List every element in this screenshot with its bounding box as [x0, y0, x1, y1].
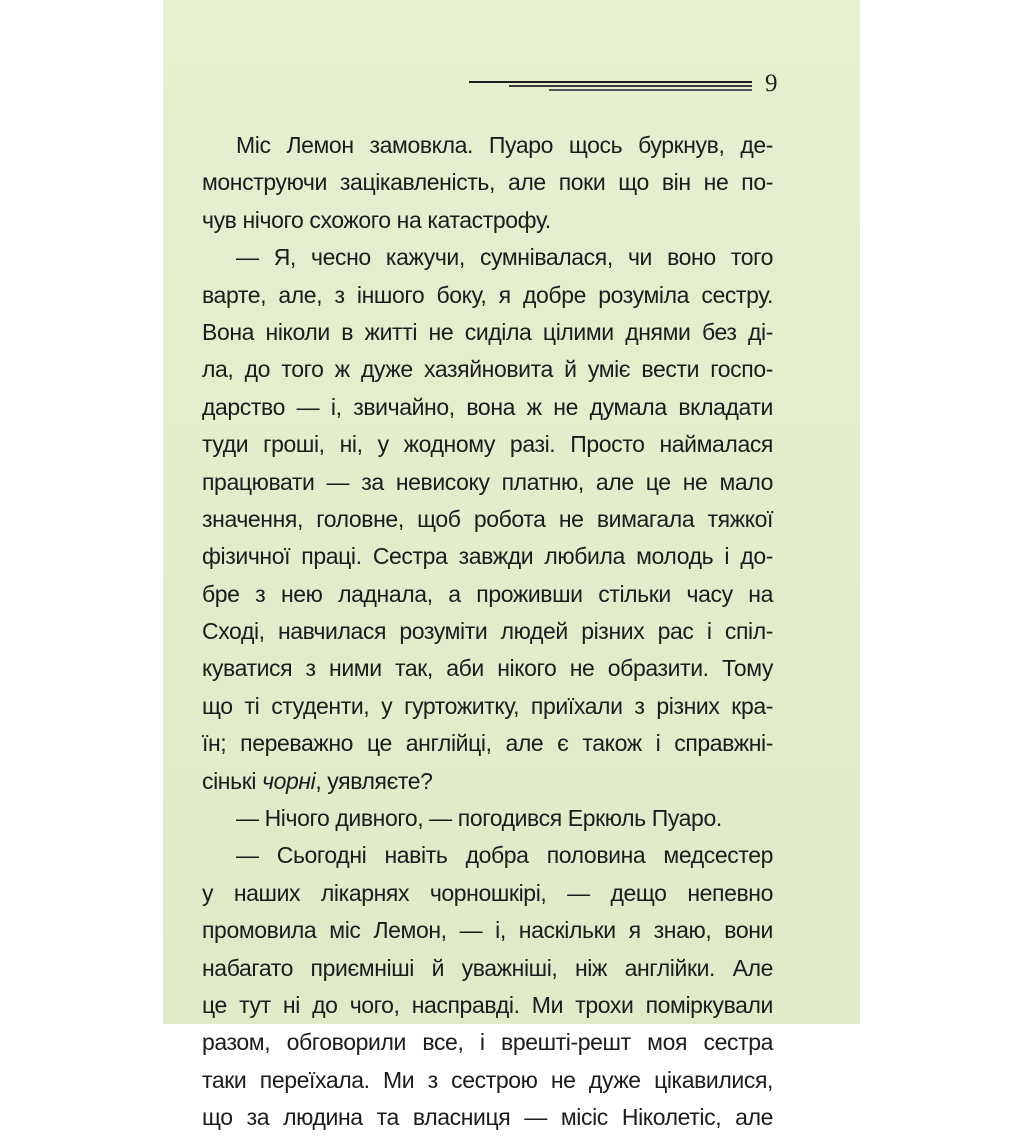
text-line: промовила міс Лемон, — і, наскільки я знаю, вони: [202, 917, 773, 944]
text-line: — Нічого дивного, — погодився Еркюль Пуаро.: [236, 805, 722, 832]
text-line: варте, але, з іншого боку, я добре розуміла сестру.: [202, 281, 773, 308]
text-line: ла, до того ж дуже хазяйновита й уміє вести госпо-: [202, 356, 773, 383]
text-line: Вона ніколи в житті не сиділа цілими днями без ді-: [202, 318, 773, 345]
header-rule-middle: [509, 85, 752, 87]
body-text: [202, 127, 773, 1137]
text-line: — Сьогодні навіть добра половина медсестер: [236, 842, 773, 869]
text-line: бре з нею ладнала, а проживши стільки часу на: [202, 580, 773, 607]
text-line: Сході, навчилася розуміти людей різних рас і спіл-: [202, 618, 773, 645]
text-line: їн; переважно це англійці, але є також і справжні-: [202, 730, 773, 757]
text-line: разом, обговорили все, і врешті-решт моя сестра: [202, 1029, 773, 1056]
text-line: працювати — за невисоку платню, але це не мало: [202, 468, 773, 495]
text-line: набагато приємніші й уважніші, ніж англійки. Але: [202, 954, 773, 981]
text-line: [202, 763, 773, 800]
text-line: монструючи зацікавленість, але поки що він не по-: [202, 169, 773, 196]
text-line: що за людина та власниця — місіс Ніколетіс, але: [202, 1104, 773, 1131]
text-line: це тут ні до чого, насправді. Ми трохи поміркували: [202, 991, 773, 1018]
header-rule-top: [469, 81, 752, 83]
text-line: куватися з ними так, аби нікого не образити. Тому: [202, 655, 773, 682]
text-line: фізичної праці. Сестра завжди любила молодь і до-: [202, 543, 773, 570]
text-line: таки переїхала. Ми з сестрою не дуже цікавилися,: [202, 1066, 773, 1093]
text-line: Міс Лемон замовкла. Пуаро щось буркнув, де-: [236, 132, 773, 158]
text-line: значення, головне, щоб робота не вимагала тяжкої: [202, 505, 773, 532]
text-line: дарство — і, звичайно, вона ж не думала вкладати: [202, 393, 773, 420]
italic-emphasis: чорні: [262, 767, 316, 794]
text-line: туди гроші, ні, у жодному разі. Просто наймалася: [202, 431, 773, 458]
page-number: 9: [765, 70, 778, 97]
text-line: у наших лікарнях чорношкірі, — дещо непевно: [202, 879, 773, 906]
text-line: що ті студенти, у гуртожитку, приїхали з різних кра-: [202, 692, 773, 719]
text-span: сінькі: [202, 767, 263, 794]
text-span: , уявляєте?: [315, 767, 433, 794]
book-page: [163, 0, 860, 1131]
header-rule-bottom: [549, 89, 752, 91]
text-line: чув нічого схожого на катастрофу.: [202, 206, 551, 233]
text-line: — Я, чесно кажучи, сумнівалася, чи воно того: [236, 244, 773, 271]
running-header: [469, 70, 789, 100]
